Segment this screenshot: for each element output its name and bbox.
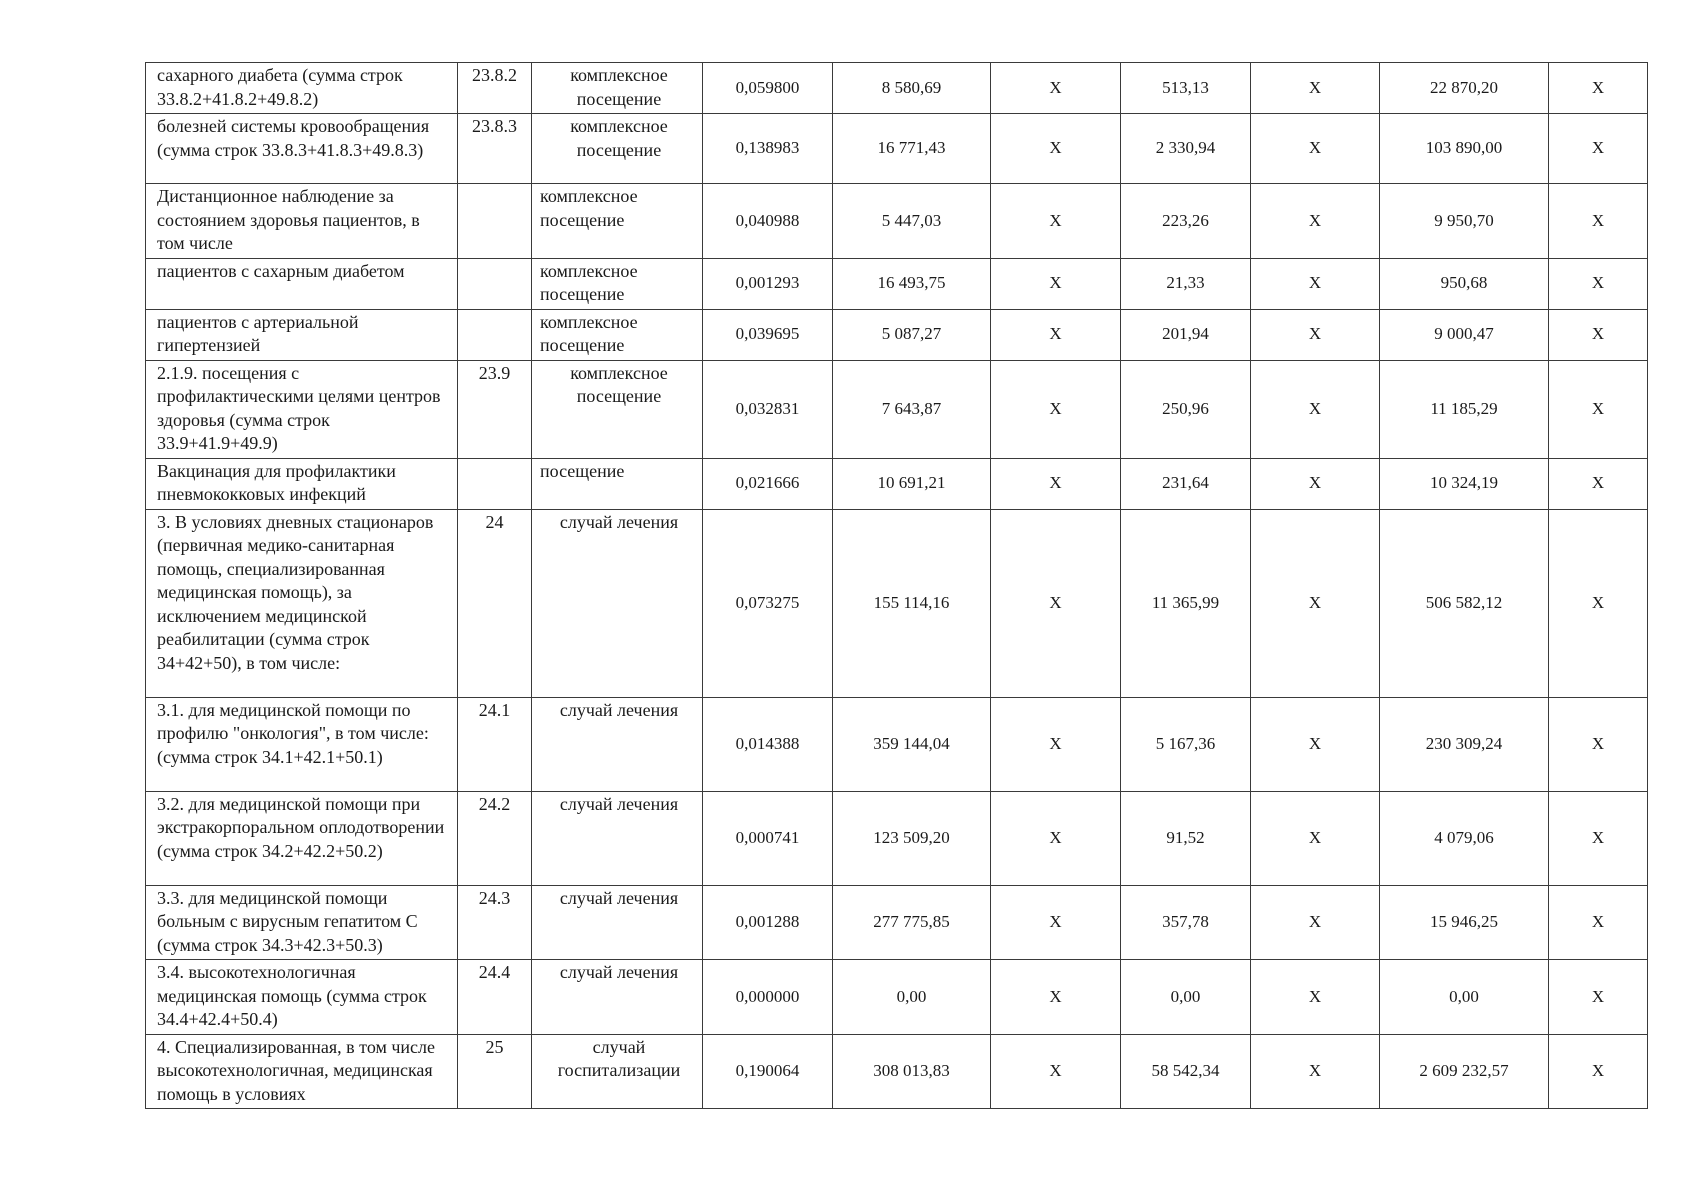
row-unit-cell: случай госпитализации (532, 1034, 703, 1109)
row-value-2-cell: 0,00 (833, 960, 991, 1035)
table-row (146, 885, 1648, 960)
row-value-2-cell: 16 493,75 (833, 258, 991, 309)
row-name-cell: Вакцинация для профилактики пневмококковых инфекций (146, 458, 458, 509)
row-value-7-cell: Х (1549, 791, 1648, 885)
row-value-5-cell: Х (1251, 1034, 1380, 1109)
row-unit-cell: случай лечения (532, 791, 703, 885)
row-code-cell (458, 458, 532, 509)
row-value-2-cell: 8 580,69 (833, 63, 991, 114)
row-value-3-cell: Х (991, 509, 1121, 697)
table-row (146, 309, 1648, 360)
row-value-7-cell: Х (1549, 509, 1648, 697)
row-unit-cell: случай лечения (532, 960, 703, 1035)
row-value-6-cell: 22 870,20 (1380, 63, 1549, 114)
table-row (146, 184, 1648, 259)
row-code-cell: 24.2 (458, 791, 532, 885)
row-value-1-cell: 0,000741 (703, 791, 833, 885)
table-row (146, 360, 1648, 458)
row-code-cell: 24 (458, 509, 532, 697)
row-value-5-cell: Х (1251, 63, 1380, 114)
row-value-1-cell: 0,138983 (703, 114, 833, 184)
row-value-3-cell: Х (991, 184, 1121, 259)
row-code-cell: 23.9 (458, 360, 532, 458)
row-value-7-cell: Х (1549, 1034, 1648, 1109)
row-value-1-cell: 0,039695 (703, 309, 833, 360)
row-value-3-cell: Х (991, 960, 1121, 1035)
row-name-cell: 4. Специализированная, в том числе высокотехнологичная, медицинская помощь в условиях (146, 1034, 458, 1109)
table-row (146, 509, 1648, 697)
row-value-6-cell: 11 185,29 (1380, 360, 1549, 458)
row-value-4-cell: 250,96 (1121, 360, 1251, 458)
row-name-cell: пациентов с артериальной гипертензией (146, 309, 458, 360)
table-row (146, 791, 1648, 885)
row-value-4-cell: 91,52 (1121, 791, 1251, 885)
row-name-cell: 3.2. для медицинской помощи при экстракорпоральном оплодотворении (сумма строк 34.2+42.2+50.2) (146, 791, 458, 885)
row-unit-cell: случай лечения (532, 697, 703, 791)
row-unit-cell: комплексное посещение (532, 114, 703, 184)
row-value-5-cell: Х (1251, 458, 1380, 509)
row-value-3-cell: Х (991, 360, 1121, 458)
table-body (146, 63, 1648, 1109)
row-value-6-cell: 103 890,00 (1380, 114, 1549, 184)
row-value-5-cell: Х (1251, 309, 1380, 360)
row-value-4-cell: 5 167,36 (1121, 697, 1251, 791)
row-value-7-cell: Х (1549, 960, 1648, 1035)
row-value-4-cell: 2 330,94 (1121, 114, 1251, 184)
row-value-3-cell: Х (991, 114, 1121, 184)
row-value-3-cell: Х (991, 309, 1121, 360)
row-value-3-cell: Х (991, 458, 1121, 509)
row-value-7-cell: Х (1549, 114, 1648, 184)
row-code-cell: 23.8.3 (458, 114, 532, 184)
row-value-1-cell: 0,040988 (703, 184, 833, 259)
row-value-7-cell: Х (1549, 63, 1648, 114)
row-unit-cell: случай лечения (532, 509, 703, 697)
row-unit-cell: комплексное посещение (532, 63, 703, 114)
row-unit-cell: случай лечения (532, 885, 703, 960)
row-code-cell: 24.4 (458, 960, 532, 1035)
table-row (146, 960, 1648, 1035)
row-value-3-cell: Х (991, 791, 1121, 885)
row-value-5-cell: Х (1251, 885, 1380, 960)
row-code-cell: 23.8.2 (458, 63, 532, 114)
row-code-cell: 25 (458, 1034, 532, 1109)
row-unit-cell: посещение (532, 458, 703, 509)
row-value-4-cell: 231,64 (1121, 458, 1251, 509)
row-value-6-cell: 4 079,06 (1380, 791, 1549, 885)
row-value-4-cell: 223,26 (1121, 184, 1251, 259)
row-name-cell: 3.3. для медицинской помощи больным с вирусным гепатитом С (сумма строк 34.3+42.3+50.3) (146, 885, 458, 960)
row-value-4-cell: 21,33 (1121, 258, 1251, 309)
table-row (146, 458, 1648, 509)
row-name-cell: 2.1.9. посещения с профилактическими целями центров здоровья (сумма строк 33.9+41.9+49.9) (146, 360, 458, 458)
row-value-1-cell: 0,000000 (703, 960, 833, 1035)
row-value-1-cell: 0,032831 (703, 360, 833, 458)
row-value-1-cell: 0,073275 (703, 509, 833, 697)
row-value-5-cell: Х (1251, 184, 1380, 259)
row-value-2-cell: 155 114,16 (833, 509, 991, 697)
row-value-5-cell: Х (1251, 114, 1380, 184)
row-value-2-cell: 277 775,85 (833, 885, 991, 960)
row-value-3-cell: Х (991, 258, 1121, 309)
row-value-1-cell: 0,014388 (703, 697, 833, 791)
row-value-7-cell: Х (1549, 360, 1648, 458)
row-code-cell (458, 184, 532, 259)
row-value-2-cell: 16 771,43 (833, 114, 991, 184)
row-value-1-cell: 0,190064 (703, 1034, 833, 1109)
document-table (145, 62, 1648, 1109)
table-row (146, 1034, 1648, 1109)
row-code-cell: 24.1 (458, 697, 532, 791)
table-row (146, 697, 1648, 791)
row-value-4-cell: 357,78 (1121, 885, 1251, 960)
row-value-7-cell: Х (1549, 309, 1648, 360)
row-value-7-cell: Х (1549, 885, 1648, 960)
table-row (146, 258, 1648, 309)
row-value-2-cell: 5 087,27 (833, 309, 991, 360)
row-value-4-cell: 513,13 (1121, 63, 1251, 114)
row-value-6-cell: 506 582,12 (1380, 509, 1549, 697)
row-value-3-cell: Х (991, 63, 1121, 114)
row-value-2-cell: 10 691,21 (833, 458, 991, 509)
row-name-cell: сахарного диабета (сумма строк 33.8.2+41.8.2+49.8.2) (146, 63, 458, 114)
row-value-5-cell: Х (1251, 791, 1380, 885)
row-value-1-cell: 0,001288 (703, 885, 833, 960)
row-value-5-cell: Х (1251, 509, 1380, 697)
row-code-cell: 24.3 (458, 885, 532, 960)
row-value-4-cell: 201,94 (1121, 309, 1251, 360)
table-row (146, 114, 1648, 184)
row-value-7-cell: Х (1549, 184, 1648, 259)
row-value-2-cell: 7 643,87 (833, 360, 991, 458)
row-value-6-cell: 230 309,24 (1380, 697, 1549, 791)
row-code-cell (458, 309, 532, 360)
row-name-cell: болезней системы кровообращения (сумма строк 33.8.3+41.8.3+49.8.3) (146, 114, 458, 184)
row-name-cell: 3.1. для медицинской помощи по профилю "онкология", в том числе: (сумма строк 34.1+42.1+50.1) (146, 697, 458, 791)
row-value-3-cell: Х (991, 885, 1121, 960)
table-row (146, 63, 1648, 114)
row-value-6-cell: 9 950,70 (1380, 184, 1549, 259)
row-value-5-cell: Х (1251, 960, 1380, 1035)
row-value-5-cell: Х (1251, 697, 1380, 791)
row-value-2-cell: 359 144,04 (833, 697, 991, 791)
row-value-7-cell: Х (1549, 258, 1648, 309)
row-value-3-cell: Х (991, 697, 1121, 791)
row-value-2-cell: 123 509,20 (833, 791, 991, 885)
row-unit-cell: комплексное посещение (532, 360, 703, 458)
row-value-6-cell: 0,00 (1380, 960, 1549, 1035)
row-value-6-cell: 9 000,47 (1380, 309, 1549, 360)
row-value-1-cell: 0,021666 (703, 458, 833, 509)
row-value-5-cell: Х (1251, 258, 1380, 309)
row-unit-cell: комплексное посещение (532, 309, 703, 360)
row-value-7-cell: Х (1549, 458, 1648, 509)
row-value-1-cell: 0,001293 (703, 258, 833, 309)
row-name-cell: 3.4. высокотехнологичная медицинская помощь (сумма строк 34.4+42.4+50.4) (146, 960, 458, 1035)
row-name-cell: пациентов с сахарным диабетом (146, 258, 458, 309)
row-name-cell: 3. В условиях дневных стационаров (первичная медико-санитарная помощь, специализированная медицинская помощь), за исключением медицинской реабилитации (сумма строк 34+42+50), в том числе: (146, 509, 458, 697)
row-value-7-cell: Х (1549, 697, 1648, 791)
row-value-1-cell: 0,059800 (703, 63, 833, 114)
row-value-2-cell: 308 013,83 (833, 1034, 991, 1109)
row-value-4-cell: 58 542,34 (1121, 1034, 1251, 1109)
row-value-4-cell: 11 365,99 (1121, 509, 1251, 697)
row-code-cell (458, 258, 532, 309)
row-unit-cell: комплексное посещение (532, 184, 703, 259)
row-value-6-cell: 2 609 232,57 (1380, 1034, 1549, 1109)
row-value-4-cell: 0,00 (1121, 960, 1251, 1035)
row-value-6-cell: 15 946,25 (1380, 885, 1549, 960)
row-value-5-cell: Х (1251, 360, 1380, 458)
row-value-2-cell: 5 447,03 (833, 184, 991, 259)
row-value-3-cell: Х (991, 1034, 1121, 1109)
row-unit-cell: комплексное посещение (532, 258, 703, 309)
row-value-6-cell: 950,68 (1380, 258, 1549, 309)
row-value-6-cell: 10 324,19 (1380, 458, 1549, 509)
row-name-cell: Дистанционное наблюдение за состоянием здоровья пациентов, в том числе (146, 184, 458, 259)
